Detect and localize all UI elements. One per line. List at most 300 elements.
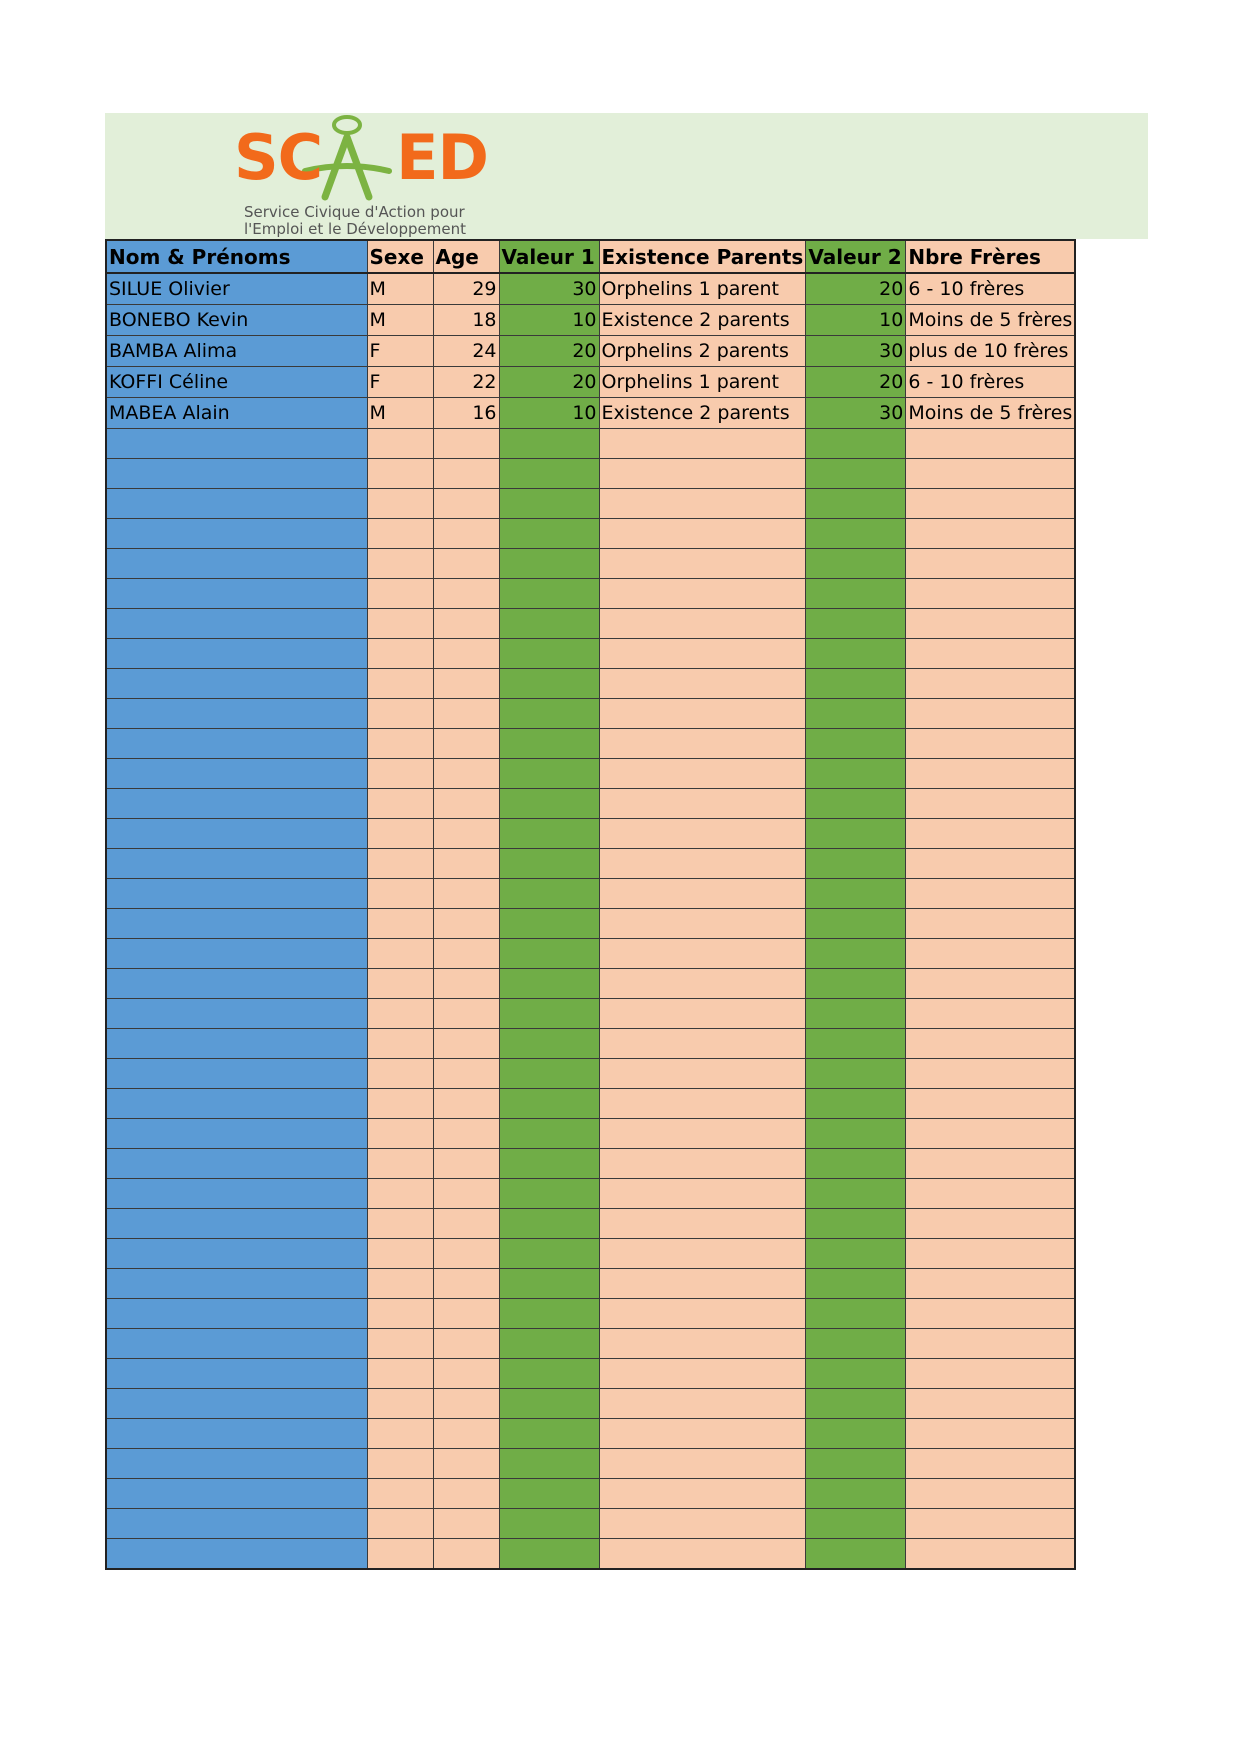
empty-cell-existence-parents[interactable] (599, 969, 806, 999)
cell-nbre-freres[interactable]: Moins de 5 frères (906, 398, 1075, 429)
empty-cell-sexe[interactable] (367, 1059, 433, 1089)
empty-cell-valeur1[interactable] (499, 1149, 599, 1179)
empty-cell-nbre-freres[interactable] (906, 1509, 1075, 1539)
empty-cell-age[interactable] (433, 969, 499, 999)
cell-age[interactable]: 16 (433, 398, 499, 429)
empty-cell-age[interactable] (433, 549, 499, 579)
empty-cell-valeur1[interactable] (499, 1329, 599, 1359)
empty-cell-age[interactable] (433, 759, 499, 789)
empty-cell-sexe[interactable] (367, 1419, 433, 1449)
empty-cell-existence-parents[interactable] (599, 1029, 806, 1059)
empty-cell-valeur2[interactable] (806, 729, 906, 759)
empty-cell-age[interactable] (433, 909, 499, 939)
cell-sexe[interactable]: M (367, 305, 433, 336)
empty-cell-nom[interactable] (106, 1209, 367, 1239)
empty-cell-valeur1[interactable] (499, 489, 599, 519)
empty-cell-valeur2[interactable] (806, 1029, 906, 1059)
empty-cell-valeur1[interactable] (499, 1059, 599, 1089)
empty-cell-sexe[interactable] (367, 669, 433, 699)
empty-cell-age[interactable] (433, 999, 499, 1029)
empty-cell-valeur1[interactable] (499, 669, 599, 699)
empty-cell-existence-parents[interactable] (599, 729, 806, 759)
empty-cell-nbre-freres[interactable] (906, 849, 1075, 879)
empty-cell-existence-parents[interactable] (599, 669, 806, 699)
empty-cell-nbre-freres[interactable] (906, 1149, 1075, 1179)
cell-existence-parents[interactable]: Orphelins 1 parent (599, 273, 806, 305)
empty-cell-nbre-freres[interactable] (906, 1359, 1075, 1389)
empty-cell-valeur1[interactable] (499, 1479, 599, 1509)
empty-cell-nbre-freres[interactable] (906, 1089, 1075, 1119)
empty-cell-valeur2[interactable] (806, 969, 906, 999)
empty-cell-valeur2[interactable] (806, 1179, 906, 1209)
empty-cell-nom[interactable] (106, 1419, 367, 1449)
empty-cell-valeur2[interactable] (806, 579, 906, 609)
empty-cell-age[interactable] (433, 1509, 499, 1539)
empty-cell-age[interactable] (433, 1149, 499, 1179)
empty-cell-existence-parents[interactable] (599, 1119, 806, 1149)
empty-cell-valeur2[interactable] (806, 1119, 906, 1149)
empty-cell-nbre-freres[interactable] (906, 1419, 1075, 1449)
empty-cell-valeur1[interactable] (499, 789, 599, 819)
cell-valeur2[interactable]: 30 (806, 398, 906, 429)
empty-cell-valeur2[interactable] (806, 1479, 906, 1509)
empty-cell-valeur1[interactable] (499, 1029, 599, 1059)
empty-cell-nbre-freres[interactable] (906, 669, 1075, 699)
col-header-valeur1[interactable]: Valeur 1 (499, 240, 599, 273)
empty-cell-sexe[interactable] (367, 1209, 433, 1239)
empty-cell-nbre-freres[interactable] (906, 639, 1075, 669)
cell-nom[interactable]: KOFFI Céline (106, 367, 367, 398)
empty-cell-sexe[interactable] (367, 879, 433, 909)
col-header-valeur2[interactable]: Valeur 2 (806, 240, 906, 273)
empty-cell-valeur1[interactable] (499, 999, 599, 1029)
empty-cell-valeur1[interactable] (499, 1299, 599, 1329)
empty-cell-valeur2[interactable] (806, 819, 906, 849)
cell-valeur2[interactable]: 20 (806, 367, 906, 398)
empty-cell-valeur2[interactable] (806, 1449, 906, 1479)
empty-cell-valeur1[interactable] (499, 1269, 599, 1299)
empty-cell-age[interactable] (433, 699, 499, 729)
cell-nbre-freres[interactable]: Moins de 5 frères (906, 305, 1075, 336)
empty-cell-nom[interactable] (106, 1479, 367, 1509)
empty-cell-nom[interactable] (106, 1059, 367, 1089)
cell-valeur1[interactable]: 20 (499, 367, 599, 398)
empty-cell-existence-parents[interactable] (599, 849, 806, 879)
empty-cell-sexe[interactable] (367, 639, 433, 669)
empty-cell-age[interactable] (433, 1089, 499, 1119)
empty-cell-valeur1[interactable] (499, 1449, 599, 1479)
empty-cell-valeur1[interactable] (499, 759, 599, 789)
empty-cell-age[interactable] (433, 849, 499, 879)
empty-cell-valeur2[interactable] (806, 939, 906, 969)
empty-cell-nom[interactable] (106, 1119, 367, 1149)
empty-cell-existence-parents[interactable] (599, 459, 806, 489)
empty-cell-nbre-freres[interactable] (906, 519, 1075, 549)
empty-cell-existence-parents[interactable] (599, 1389, 806, 1419)
empty-cell-nbre-freres[interactable] (906, 789, 1075, 819)
empty-cell-existence-parents[interactable] (599, 699, 806, 729)
cell-age[interactable]: 29 (433, 273, 499, 305)
empty-cell-nbre-freres[interactable] (906, 1029, 1075, 1059)
empty-cell-age[interactable] (433, 879, 499, 909)
empty-cell-valeur1[interactable] (499, 1389, 599, 1419)
empty-cell-nbre-freres[interactable] (906, 549, 1075, 579)
empty-cell-sexe[interactable] (367, 849, 433, 879)
empty-cell-nbre-freres[interactable] (906, 1059, 1075, 1089)
empty-cell-valeur1[interactable] (499, 699, 599, 729)
empty-cell-sexe[interactable] (367, 1509, 433, 1539)
empty-cell-valeur2[interactable] (806, 1359, 906, 1389)
empty-cell-nom[interactable] (106, 1539, 367, 1569)
empty-cell-sexe[interactable] (367, 1149, 433, 1179)
empty-cell-nbre-freres[interactable] (906, 1479, 1075, 1509)
empty-cell-age[interactable] (433, 1059, 499, 1089)
empty-cell-valeur2[interactable] (806, 1089, 906, 1119)
empty-cell-valeur1[interactable] (499, 639, 599, 669)
cell-valeur2[interactable]: 10 (806, 305, 906, 336)
empty-cell-valeur2[interactable] (806, 1329, 906, 1359)
empty-cell-valeur1[interactable] (499, 1119, 599, 1149)
cell-sexe[interactable]: F (367, 336, 433, 367)
empty-cell-nbre-freres[interactable] (906, 819, 1075, 849)
empty-cell-existence-parents[interactable] (599, 609, 806, 639)
empty-cell-valeur1[interactable] (499, 1419, 599, 1449)
empty-cell-valeur2[interactable] (806, 1389, 906, 1419)
cell-valeur2[interactable]: 20 (806, 273, 906, 305)
empty-cell-existence-parents[interactable] (599, 789, 806, 819)
empty-cell-nom[interactable] (106, 1509, 367, 1539)
empty-cell-existence-parents[interactable] (599, 549, 806, 579)
empty-cell-valeur2[interactable] (806, 1149, 906, 1179)
cell-age[interactable]: 24 (433, 336, 499, 367)
empty-cell-nbre-freres[interactable] (906, 609, 1075, 639)
empty-cell-sexe[interactable] (367, 729, 433, 759)
empty-cell-nom[interactable] (106, 429, 367, 459)
cell-nom[interactable]: BAMBA Alima (106, 336, 367, 367)
empty-cell-nom[interactable] (106, 909, 367, 939)
empty-cell-valeur2[interactable] (806, 699, 906, 729)
empty-cell-nom[interactable] (106, 1089, 367, 1119)
empty-cell-nbre-freres[interactable] (906, 579, 1075, 609)
empty-cell-valeur2[interactable] (806, 1209, 906, 1239)
empty-cell-nbre-freres[interactable] (906, 879, 1075, 909)
empty-cell-age[interactable] (433, 1299, 499, 1329)
empty-cell-valeur1[interactable] (499, 939, 599, 969)
empty-cell-age[interactable] (433, 1539, 499, 1569)
empty-cell-age[interactable] (433, 519, 499, 549)
empty-cell-valeur1[interactable] (499, 1539, 599, 1569)
col-header-existence-parents[interactable]: Existence Parents (599, 240, 806, 273)
empty-cell-valeur2[interactable] (806, 549, 906, 579)
empty-cell-valeur2[interactable] (806, 1419, 906, 1449)
cell-valeur1[interactable]: 30 (499, 273, 599, 305)
empty-cell-nom[interactable] (106, 999, 367, 1029)
empty-cell-age[interactable] (433, 1389, 499, 1419)
empty-cell-nbre-freres[interactable] (906, 459, 1075, 489)
empty-cell-age[interactable] (433, 429, 499, 459)
empty-cell-valeur2[interactable] (806, 789, 906, 819)
empty-cell-existence-parents[interactable] (599, 519, 806, 549)
empty-cell-nom[interactable] (106, 1149, 367, 1179)
empty-cell-age[interactable] (433, 1449, 499, 1479)
cell-nom[interactable]: BONEBO Kevin (106, 305, 367, 336)
cell-age[interactable]: 22 (433, 367, 499, 398)
empty-cell-nom[interactable] (106, 1269, 367, 1299)
empty-cell-sexe[interactable] (367, 759, 433, 789)
col-header-nom[interactable]: Nom & Prénoms (106, 240, 367, 273)
empty-cell-age[interactable] (433, 1179, 499, 1209)
empty-cell-existence-parents[interactable] (599, 1059, 806, 1089)
empty-cell-nbre-freres[interactable] (906, 1539, 1075, 1569)
empty-cell-nom[interactable] (106, 1449, 367, 1479)
cell-nom[interactable]: MABEA Alain (106, 398, 367, 429)
empty-cell-valeur1[interactable] (499, 519, 599, 549)
empty-cell-valeur1[interactable] (499, 969, 599, 999)
empty-cell-age[interactable] (433, 1269, 499, 1299)
empty-cell-existence-parents[interactable] (599, 429, 806, 459)
empty-cell-sexe[interactable] (367, 969, 433, 999)
empty-cell-valeur1[interactable] (499, 849, 599, 879)
empty-cell-sexe[interactable] (367, 1239, 433, 1269)
cell-sexe[interactable]: F (367, 367, 433, 398)
empty-cell-nom[interactable] (106, 1029, 367, 1059)
empty-cell-existence-parents[interactable] (599, 489, 806, 519)
empty-cell-age[interactable] (433, 1239, 499, 1269)
empty-cell-nom[interactable] (106, 969, 367, 999)
empty-cell-sexe[interactable] (367, 999, 433, 1029)
empty-cell-valeur2[interactable] (806, 879, 906, 909)
empty-cell-existence-parents[interactable] (599, 639, 806, 669)
empty-cell-age[interactable] (433, 1209, 499, 1239)
empty-cell-existence-parents[interactable] (599, 1449, 806, 1479)
empty-cell-age[interactable] (433, 669, 499, 699)
empty-cell-sexe[interactable] (367, 1539, 433, 1569)
empty-cell-sexe[interactable] (367, 579, 433, 609)
cell-sexe[interactable]: M (367, 273, 433, 305)
empty-cell-valeur2[interactable] (806, 1059, 906, 1089)
empty-cell-age[interactable] (433, 459, 499, 489)
cell-valeur1[interactable]: 10 (499, 305, 599, 336)
empty-cell-valeur1[interactable] (499, 579, 599, 609)
empty-cell-valeur2[interactable] (806, 1239, 906, 1269)
empty-cell-sexe[interactable] (367, 699, 433, 729)
empty-cell-existence-parents[interactable] (599, 999, 806, 1029)
empty-cell-nom[interactable] (106, 1359, 367, 1389)
empty-cell-nom[interactable] (106, 609, 367, 639)
empty-cell-nbre-freres[interactable] (906, 429, 1075, 459)
empty-cell-existence-parents[interactable] (599, 819, 806, 849)
empty-cell-nom[interactable] (106, 789, 367, 819)
cell-valeur1[interactable]: 20 (499, 336, 599, 367)
empty-cell-nbre-freres[interactable] (906, 1449, 1075, 1479)
empty-cell-valeur1[interactable] (499, 459, 599, 489)
empty-cell-sexe[interactable] (367, 549, 433, 579)
empty-cell-valeur2[interactable] (806, 639, 906, 669)
empty-cell-nom[interactable] (106, 1239, 367, 1269)
empty-cell-nom[interactable] (106, 879, 367, 909)
empty-cell-sexe[interactable] (367, 819, 433, 849)
col-header-nbre-freres[interactable]: Nbre Frères (906, 240, 1075, 273)
empty-cell-sexe[interactable] (367, 1029, 433, 1059)
empty-cell-age[interactable] (433, 939, 499, 969)
empty-cell-age[interactable] (433, 609, 499, 639)
empty-cell-valeur1[interactable] (499, 429, 599, 459)
empty-cell-nom[interactable] (106, 549, 367, 579)
col-header-age[interactable]: Age (433, 240, 499, 273)
empty-cell-existence-parents[interactable] (599, 1359, 806, 1389)
empty-cell-sexe[interactable] (367, 1389, 433, 1419)
empty-cell-existence-parents[interactable] (599, 1509, 806, 1539)
empty-cell-valeur1[interactable] (499, 1089, 599, 1119)
empty-cell-valeur2[interactable] (806, 759, 906, 789)
empty-cell-sexe[interactable] (367, 909, 433, 939)
cell-existence-parents[interactable]: Orphelins 1 parent (599, 367, 806, 398)
empty-cell-nbre-freres[interactable] (906, 1209, 1075, 1239)
empty-cell-valeur1[interactable] (499, 609, 599, 639)
cell-valeur2[interactable]: 30 (806, 336, 906, 367)
empty-cell-sexe[interactable] (367, 1269, 433, 1299)
empty-cell-valeur1[interactable] (499, 549, 599, 579)
empty-cell-valeur1[interactable] (499, 1179, 599, 1209)
empty-cell-existence-parents[interactable] (599, 879, 806, 909)
empty-cell-valeur2[interactable] (806, 459, 906, 489)
empty-cell-age[interactable] (433, 789, 499, 819)
empty-cell-existence-parents[interactable] (599, 1089, 806, 1119)
empty-cell-nbre-freres[interactable] (906, 909, 1075, 939)
empty-cell-nom[interactable] (106, 639, 367, 669)
empty-cell-nbre-freres[interactable] (906, 1119, 1075, 1149)
empty-cell-nbre-freres[interactable] (906, 1329, 1075, 1359)
empty-cell-nom[interactable] (106, 849, 367, 879)
empty-cell-sexe[interactable] (367, 939, 433, 969)
cell-age[interactable]: 18 (433, 305, 499, 336)
empty-cell-sexe[interactable] (367, 1089, 433, 1119)
empty-cell-nbre-freres[interactable] (906, 1269, 1075, 1299)
empty-cell-valeur1[interactable] (499, 909, 599, 939)
empty-cell-sexe[interactable] (367, 1479, 433, 1509)
empty-cell-valeur2[interactable] (806, 999, 906, 1029)
empty-cell-existence-parents[interactable] (599, 1419, 806, 1449)
empty-cell-valeur1[interactable] (499, 1209, 599, 1239)
empty-cell-nbre-freres[interactable] (906, 1389, 1075, 1419)
empty-cell-age[interactable] (433, 489, 499, 519)
empty-cell-valeur1[interactable] (499, 1509, 599, 1539)
empty-cell-nom[interactable] (106, 489, 367, 519)
cell-nbre-freres[interactable]: 6 - 10 frères (906, 273, 1075, 305)
empty-cell-existence-parents[interactable] (599, 1149, 806, 1179)
empty-cell-existence-parents[interactable] (599, 759, 806, 789)
empty-cell-nom[interactable] (106, 519, 367, 549)
empty-cell-sexe[interactable] (367, 429, 433, 459)
empty-cell-valeur2[interactable] (806, 669, 906, 699)
empty-cell-nom[interactable] (106, 579, 367, 609)
empty-cell-nbre-freres[interactable] (906, 969, 1075, 999)
empty-cell-age[interactable] (433, 1119, 499, 1149)
empty-cell-age[interactable] (433, 1359, 499, 1389)
empty-cell-valeur2[interactable] (806, 1269, 906, 1299)
empty-cell-nbre-freres[interactable] (906, 1179, 1075, 1209)
cell-existence-parents[interactable]: Existence 2 parents (599, 305, 806, 336)
empty-cell-nbre-freres[interactable] (906, 999, 1075, 1029)
empty-cell-existence-parents[interactable] (599, 1269, 806, 1299)
empty-cell-sexe[interactable] (367, 789, 433, 819)
empty-cell-sexe[interactable] (367, 1179, 433, 1209)
empty-cell-valeur2[interactable] (806, 849, 906, 879)
empty-cell-age[interactable] (433, 1029, 499, 1059)
empty-cell-sexe[interactable] (367, 1449, 433, 1479)
cell-nbre-freres[interactable]: plus de 10 frères (906, 336, 1075, 367)
empty-cell-existence-parents[interactable] (599, 1479, 806, 1509)
empty-cell-valeur2[interactable] (806, 519, 906, 549)
empty-cell-nom[interactable] (106, 1299, 367, 1329)
col-header-sexe[interactable]: Sexe (367, 240, 433, 273)
empty-cell-nbre-freres[interactable] (906, 699, 1075, 729)
empty-cell-nom[interactable] (106, 939, 367, 969)
empty-cell-existence-parents[interactable] (599, 1539, 806, 1569)
cell-valeur1[interactable]: 10 (499, 398, 599, 429)
empty-cell-valeur2[interactable] (806, 609, 906, 639)
empty-cell-existence-parents[interactable] (599, 1179, 806, 1209)
cell-sexe[interactable]: M (367, 398, 433, 429)
empty-cell-existence-parents[interactable] (599, 1209, 806, 1239)
empty-cell-age[interactable] (433, 1329, 499, 1359)
empty-cell-nom[interactable] (106, 759, 367, 789)
empty-cell-valeur2[interactable] (806, 429, 906, 459)
empty-cell-valeur2[interactable] (806, 1509, 906, 1539)
empty-cell-valeur2[interactable] (806, 909, 906, 939)
empty-cell-nom[interactable] (106, 669, 367, 699)
cell-existence-parents[interactable]: Orphelins 2 parents (599, 336, 806, 367)
empty-cell-valeur1[interactable] (499, 1239, 599, 1269)
empty-cell-nbre-freres[interactable] (906, 759, 1075, 789)
empty-cell-sexe[interactable] (367, 489, 433, 519)
empty-cell-nom[interactable] (106, 459, 367, 489)
empty-cell-valeur2[interactable] (806, 1299, 906, 1329)
empty-cell-age[interactable] (433, 729, 499, 759)
cell-nom[interactable]: SILUE Olivier (106, 273, 367, 305)
cell-existence-parents[interactable]: Existence 2 parents (599, 398, 806, 429)
empty-cell-sexe[interactable] (367, 519, 433, 549)
empty-cell-existence-parents[interactable] (599, 1329, 806, 1359)
empty-cell-nom[interactable] (106, 1329, 367, 1359)
empty-cell-valeur2[interactable] (806, 1539, 906, 1569)
cell-nbre-freres[interactable]: 6 - 10 frères (906, 367, 1075, 398)
empty-cell-sexe[interactable] (367, 459, 433, 489)
empty-cell-sexe[interactable] (367, 609, 433, 639)
empty-cell-valeur1[interactable] (499, 879, 599, 909)
empty-cell-nom[interactable] (106, 699, 367, 729)
empty-cell-sexe[interactable] (367, 1119, 433, 1149)
empty-cell-existence-parents[interactable] (599, 1299, 806, 1329)
empty-cell-nom[interactable] (106, 1179, 367, 1209)
empty-cell-sexe[interactable] (367, 1329, 433, 1359)
empty-cell-nom[interactable] (106, 819, 367, 849)
empty-cell-existence-parents[interactable] (599, 939, 806, 969)
empty-cell-nbre-freres[interactable] (906, 939, 1075, 969)
empty-cell-nbre-freres[interactable] (906, 1239, 1075, 1269)
empty-cell-valeur1[interactable] (499, 1359, 599, 1389)
empty-cell-age[interactable] (433, 579, 499, 609)
empty-cell-age[interactable] (433, 1419, 499, 1449)
empty-cell-nbre-freres[interactable] (906, 729, 1075, 759)
empty-cell-nom[interactable] (106, 1389, 367, 1419)
empty-cell-sexe[interactable] (367, 1359, 433, 1389)
empty-cell-valeur2[interactable] (806, 489, 906, 519)
empty-cell-sexe[interactable] (367, 1299, 433, 1329)
empty-cell-valeur1[interactable] (499, 819, 599, 849)
empty-cell-age[interactable] (433, 819, 499, 849)
empty-cell-nbre-freres[interactable] (906, 489, 1075, 519)
